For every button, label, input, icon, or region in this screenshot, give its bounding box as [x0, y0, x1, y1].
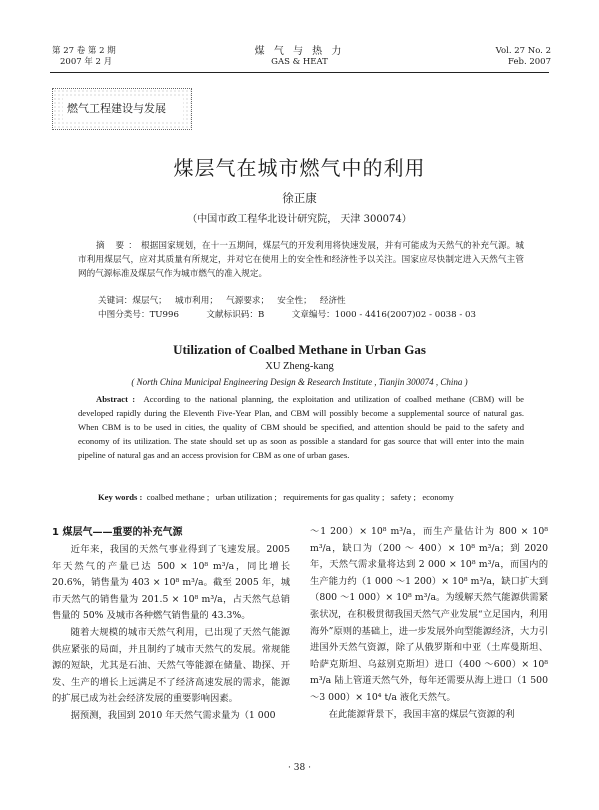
abstract-en-text: According to the national planning, the exploitation and utilization of coalbed methane (CBM) will be developed rapidly during the Eleventh Five-Year Plan, and CBM will possibly become a supplemental source of natural gas. When CBM is to be used in cities, the quality of CBM should be specified, and attention should be paid to the safety and economy of its utilization. The state should set up as soon as possible a standard for gas source that will enter into the main pipeline of natural gas and an access provision for CBM as one of urban gases. — [78, 394, 524, 460]
category-label: 燃气工程建设与发展 — [63, 97, 183, 121]
volume-en-text: Vol. 27 No. 2 — [495, 46, 551, 56]
affiliation-en: ( North China Municipal Engineering Design & Research Institute , Tianjin 300074 , China ) — [131, 377, 468, 387]
keywords-cn-label: 关键词： — [98, 296, 133, 306]
keywords-en — [98, 490, 524, 504]
abstract-en — [78, 392, 524, 462]
paragraph: 据预测，我国到 2010 年天然气需求量为（1 000 — [70, 709, 276, 721]
date-en-text: Feb. 2007 — [508, 57, 551, 67]
header-rule — [50, 72, 549, 73]
journal-name-cn: 煤 气 与 热 力 — [254, 46, 345, 57]
volume-issue-text: 第 27 卷 第 2 期 — [52, 46, 116, 56]
affiliation-cn: （中国市政工程华北设计研究院， 天津 300074） — [187, 214, 412, 225]
journal-volume-en — [496, 46, 551, 68]
body-column-right — [310, 524, 548, 723]
author-en: XU Zheng-kang — [265, 361, 334, 372]
paragraph: 随着大规模的城市天然气利用，已出现了天然气能源供应紧张的局面，并且制约了城市天然气的发展。常规能源的短缺，尤其是石油、天然气等能源在储量、勘探、开发、生产的增长上远满足不了经济高速发展的需求，能源的扩展已成为社会经济发展的重要影响因素。 — [52, 626, 290, 705]
paragraph: 在此能源背景下，我国丰富的煤层气资源的利 — [328, 708, 515, 720]
paragraph: ～1 200）× 10⁸ m³/a，而生产量估计为 800 × 10⁸ m³/a，缺口为（200 ～ 400）× 10⁸ m³/a；到 2020 年，天然气需求量将达到 2 000 × 10⁸ m³/a，而国内的生产能力约（1 000 ～1 200）× 10⁸ m³/a，缺口扩大到（800 ～1 000）× 10⁸ m³/a。为缓解天然气能源供需紧张状况，在积极贯彻我国天然气产业发展“立足国内，利用海外”原则的基础上，进一步发展外向型能源经济，大力引进国外天然气资源，除了从俄罗斯和中亚（土库曼斯坦、哈萨克斯坦、乌兹别克斯坦）进口（400 ～600）× 10⁸ m³/a 陆上管道天然气外，每年还需要从海上进口（1 500 ～3 000）× 10⁴ t/a 液化天然气。 — [310, 526, 548, 703]
abstract-cn — [78, 240, 524, 281]
category-box — [52, 88, 192, 130]
classification-line — [98, 308, 528, 322]
page-number: · 38 · — [288, 763, 311, 773]
abstract-cn-label: 摘 要： — [96, 241, 141, 251]
paper-title-en: Utilization of Coalbed Methane in Urban Gas — [173, 342, 426, 357]
keywords-en-text: coalbed methane ; urban utilization ; requirements for gas quality ; safety ; economy — [146, 492, 454, 502]
author-cn: 徐正康 — [282, 191, 317, 205]
keywords-cn-text: 煤层气； 城市利用； 气源要求； 安全性； 经济性 — [132, 296, 346, 306]
document-code: 文献标识码：B — [206, 310, 265, 320]
abstract-en-label: Abstract : — [96, 394, 136, 404]
paragraph: 近年来，我国的天然气事业得到了飞速发展。2005 年天然气的产量已达 500 × 10⁸ m³/a，同比增长 20.6%，销售量为 403 × 10⁸ m³/a。截至 2005 年，城市天然气的销售量为 201.5 × 10⁸ m³/a，占天然气总销售量的 50% 及城市各种燃气销售量的 43.3%。 — [52, 544, 290, 622]
article-number: 文章编号：1000 - 4416(2007)02 - 0038 - 03 — [291, 310, 476, 320]
issue-date-text: 2007 年 2 月 — [60, 57, 113, 67]
paper-title-cn: 煤层气在城市燃气中的利用 — [173, 156, 426, 180]
journal-name-en: GAS & HEAT — [271, 57, 328, 67]
clc-number: 中图分类号：TU996 — [98, 310, 179, 320]
body-column-left — [52, 524, 290, 725]
keywords-en-label: Key words : — [98, 492, 143, 502]
abstract-cn-text: 根据国家规划，在十一五期间，煤层气的开发利用将快速发展，并有可能成为天然气的补充气源。城市利用煤层气，应对其质量有所规定，并对它在使用上的安全性和经济性予以关注。国家应尽快制定进入天然气主管网的气源标准及煤层气作为城市燃气的准入规定。 — [78, 241, 524, 279]
keywords-cn — [98, 294, 346, 308]
section-heading: 1 煤层气——重要的补充气源 — [52, 527, 183, 538]
